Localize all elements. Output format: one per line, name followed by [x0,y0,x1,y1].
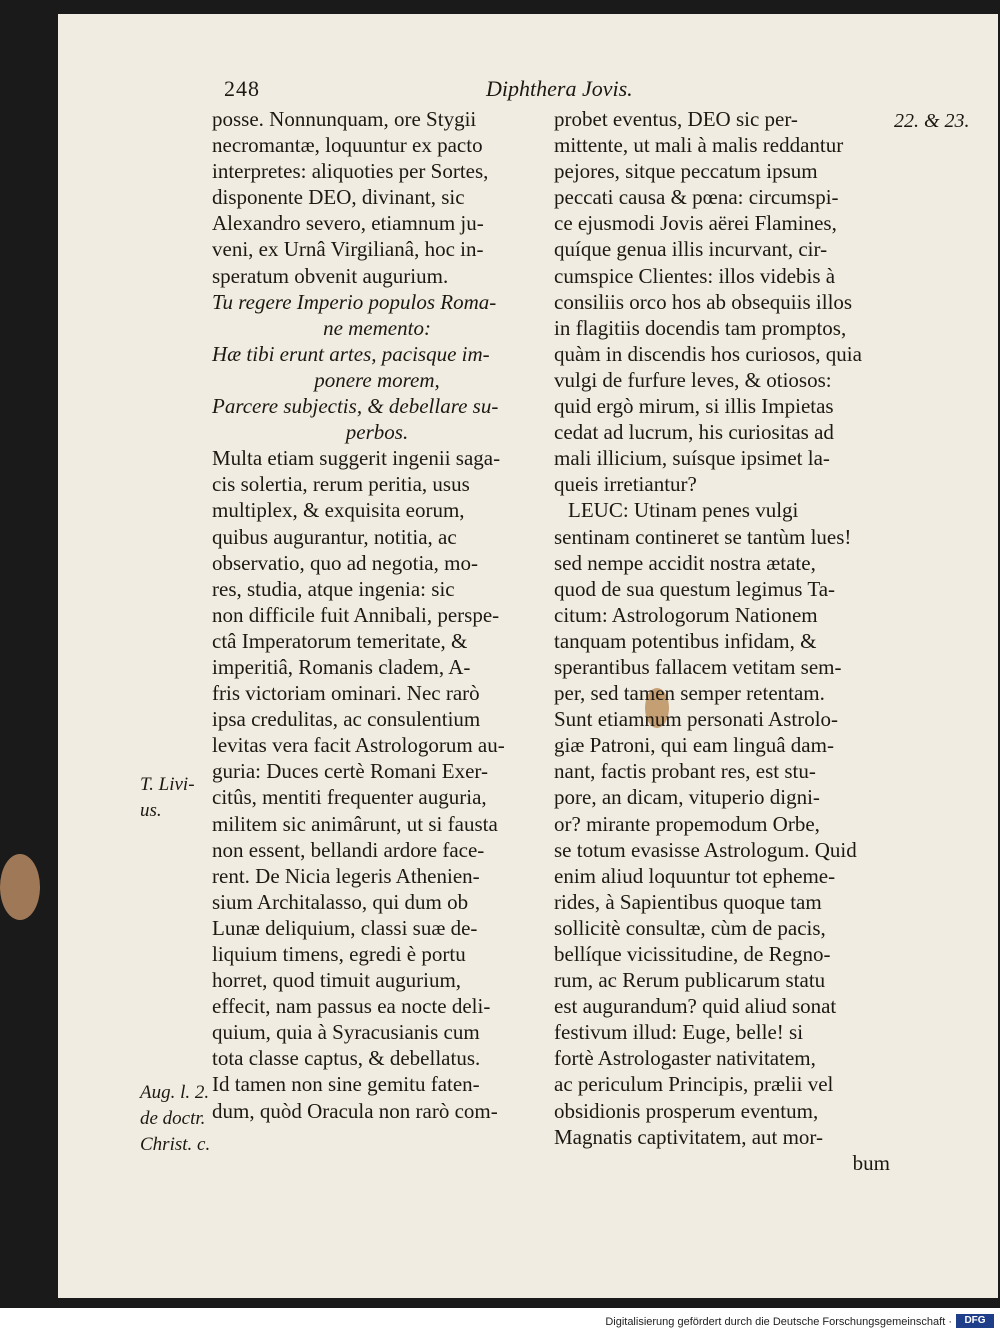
text-line: militem sic animârunt, ut si fausta [212,811,498,836]
text-line: fortè Astrologaster nativitatem, [554,1046,816,1071]
text-line: multiplex, & exquisita eorum, [212,498,465,523]
text-line: est augurandum? quid aliud sonat [554,994,837,1019]
text-line: horret, quod timuit augurium, [212,968,462,993]
dfg-logo: DFG [956,1314,994,1328]
text-line: ctâ Imperatorum temeritate, & [212,628,468,653]
text-line: per, sed tamen semper retentam. [554,681,825,706]
text-line: observatio, quo ad negotia, mo- [212,550,478,575]
text-line: or? mirante propemodum Orbe, [554,811,820,836]
text-line: vulgi de furfure leves, & otiosos: [554,367,832,392]
text-line: ne memento: [323,315,431,340]
text-line: effecit, nam passus ea nocte deli- [212,994,491,1019]
text-line: quium, quia à Syracusianis cum [212,1020,480,1045]
text-line: non essent, bellandi ardore face- [212,837,485,862]
text-line: cis solertia, rerum peritia, usus [212,472,470,497]
margin-note-line: T. Livi- [140,774,195,795]
book-page [58,14,998,1298]
text-line: Magnatis captivitatem, aut mor- [554,1124,824,1149]
text-line: ponere morem, [314,367,440,392]
footer-credit: Digitalisierung gefördert durch die Deutsche Forschungsgemeinschaft · [605,1316,952,1328]
text-line: pejores, sitque peccatum ipsum [554,159,818,184]
text-line: liquium timens, egredi è portu [212,942,466,966]
text-line: perbos. [345,420,409,445]
text-line: disponente DEO, divinant, sic [212,185,465,210]
text-line: speratum obvenit augurium. [212,263,449,288]
text-line: Alexandro severo, etiamnum ju- [212,211,484,236]
text-line: guria: Duces certè Romani Exer- [212,759,488,784]
text-line: enim aliud loquuntur tot epheme- [554,863,836,888]
page-number: 248 [224,76,260,101]
left-column [212,106,542,1124]
text-line: sed nempe accidit nostra ætate, [554,550,816,575]
text-line: tota classe captus, & debellatus. [212,1046,481,1071]
text-line: dum, quòd Oracula non rarò com- [212,1098,498,1123]
margin-note-line: de doctr. [140,1108,206,1130]
text-line: peccati causa & pœna: circumspi- [554,185,839,210]
text-line: quàm in discendis hos curiosos, quia [554,341,862,366]
text-line: imperitiâ, Romanis cladem, A- [212,654,471,679]
text-line: se totum evasisse Astrologum. Quid [554,837,857,862]
text-line: LEUC: Utinam penes vulgi [568,498,799,523]
right-column [554,106,890,1176]
text-line: res, studia, atque ingenia: sic [212,576,455,601]
text-line: levitas vera facit Astrologorum au- [212,733,505,758]
text-line: citûs, mentiti frequenter auguria, [212,785,487,810]
margin-note-livius [140,772,195,824]
text-line: quibus augurantur, notitia, ac [212,524,457,549]
text-line: non difficile fuit Annibali, perspe- [212,602,500,627]
text-line: cumspice Clientes: illos videbis à [554,263,836,288]
text-line: ce ejusmodi Jovis aërei Flamines, [554,211,837,236]
text-line: quid ergò mirum, si illis Impietas [554,394,834,419]
text-line: tanquam potentibus infidam, & [554,628,817,653]
text-line: Lunæ deliquium, classi suæ de- [212,915,478,940]
text-line: Parcere subjectis, & debellare su- [212,394,499,419]
text-line: in flagitiis docendis tam promptos, [554,315,847,340]
text-line: Multa etiam suggerit ingenii saga- [212,446,501,471]
text-line: bellíque vicissitudine, de Regno- [554,942,831,966]
text-line: pore, an dicam, vituperio digni- [554,785,820,810]
text-line: sentinam contineret se tantùm lues! [554,524,852,549]
text-line: necromantæ, loquuntur ex pacto [212,133,483,158]
text-line: fris victoriam ominari. Nec rarò [212,681,480,706]
text-line: Id tamen non sine gemitu faten- [212,1072,480,1097]
running-title: Diphthera Jovis. [486,76,633,101]
text-line: interpretes: aliquoties per Sortes, [212,159,489,184]
text-line: Sunt etiamnum personati Astrolo- [554,707,839,732]
text-line: veni, ex Urnâ Virgilianâ, hoc in- [212,237,484,262]
margin-note-augustine [140,1080,210,1158]
text-line: citum: Astrologorum Nationem [554,602,818,627]
text-line: rent. De Nicia legeris Athenien- [212,863,480,888]
margin-note-line: Christ. c. [140,1134,211,1156]
margin-note-line: Aug. l. 2. [140,1082,210,1103]
text-line: rum, ac Rerum publicarum statu [554,968,826,993]
margin-reference: 22. & 23. [894,110,970,132]
text-line: sium Architalasso, qui dum ob [212,889,469,914]
text-line: bum [852,1150,890,1175]
text-line: probet eventus, DEO sic per- [554,107,798,131]
text-line: quíque genua illis incurvant, cir- [554,237,828,262]
margin-note-line: us. [140,800,162,822]
text-line: mittente, ut mali à malis reddantur [554,133,844,158]
text-line: quod de sua questum legimus Ta- [554,576,836,601]
text-line: rides, à Sapientibus quoque tam [554,889,822,914]
text-line: festivum illud: Euge, belle! si [554,1020,804,1045]
text-line: Tu regere Imperio populos Roma- [212,289,497,314]
text-line: nant, factis probant res, est stu- [554,759,816,784]
digitization-footer [0,1308,1000,1334]
text-line: queis irretiantur? [554,472,697,497]
text-line: mali illicium, suísque ipsimet la- [554,446,830,471]
text-line: consiliis orco hos ab obsequiis illos [554,289,853,314]
text-line: posse. Nonnunquam, ore Stygii [212,107,477,131]
text-line: obsidionis prosperum eventum, [554,1098,819,1123]
stain-mark [0,854,40,920]
text-line: sperantibus fallacem vetitam sem- [554,654,842,679]
text-line: sollicitè consultæ, cùm de pacis, [554,915,826,940]
text-line: cedat ad lucrum, his curiositas ad [554,420,834,445]
text-line: giæ Patroni, qui eam linguâ dam- [554,733,834,758]
text-line: ipsa credulitas, ac consulentium [212,707,481,732]
text-line: ac periculum Principis, prælii vel [554,1072,834,1097]
text-line: Hæ tibi erunt artes, pacisque im- [212,341,490,366]
